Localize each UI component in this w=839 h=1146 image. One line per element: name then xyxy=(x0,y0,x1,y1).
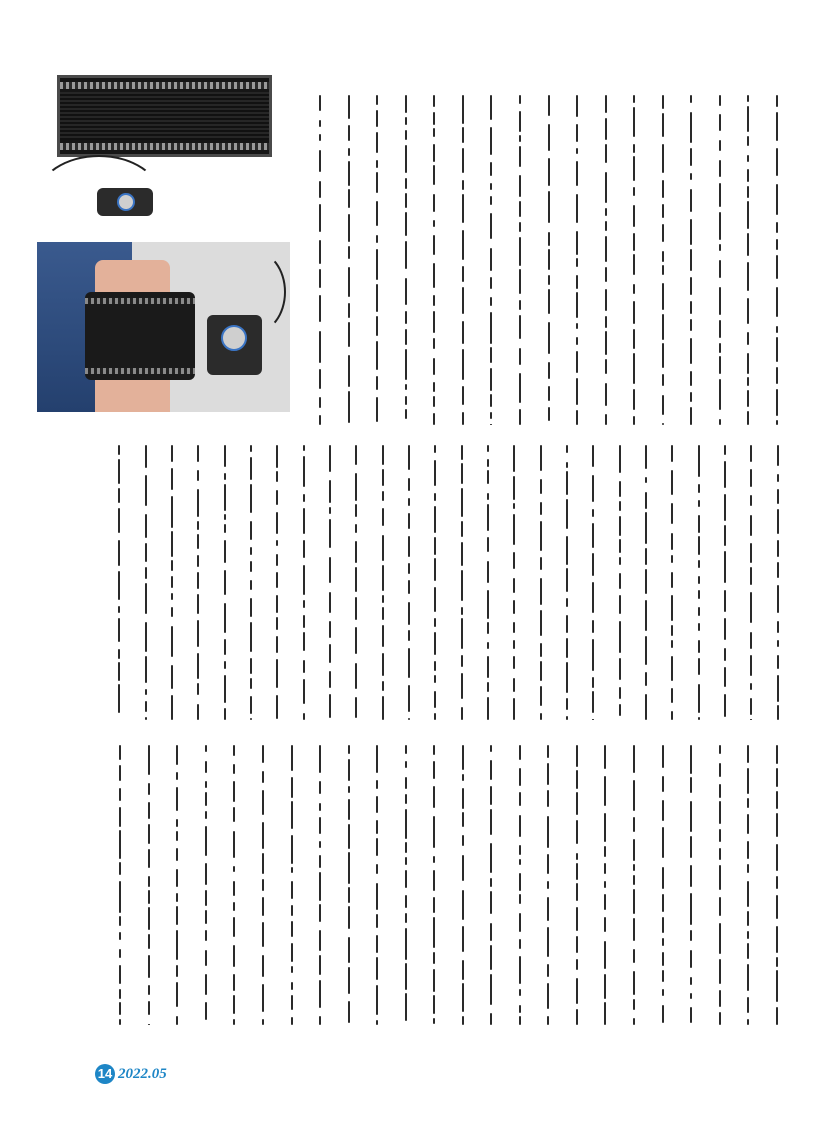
text-line xyxy=(776,745,778,1025)
text-line xyxy=(776,95,778,425)
text-line xyxy=(490,95,492,425)
text-block-middle xyxy=(105,445,790,720)
temperature-controller-icon xyxy=(97,188,153,216)
text-line xyxy=(490,745,492,1025)
text-line xyxy=(348,745,350,1025)
text-line xyxy=(540,445,542,720)
text-line xyxy=(671,445,673,720)
text-line xyxy=(662,745,664,1025)
text-line xyxy=(576,745,578,1025)
text-line xyxy=(513,445,515,720)
text-line xyxy=(355,445,357,720)
text-line xyxy=(719,95,721,425)
text-line xyxy=(176,745,178,1025)
text-line xyxy=(433,95,435,425)
text-line xyxy=(119,745,121,1025)
text-line xyxy=(382,445,384,720)
text-line xyxy=(566,445,568,720)
controller-cable-icon xyxy=(222,250,286,334)
text-line xyxy=(408,445,410,720)
text-line xyxy=(750,445,752,720)
text-line xyxy=(719,745,721,1025)
product-photo xyxy=(37,60,290,412)
text-line xyxy=(329,445,331,720)
text-line xyxy=(197,445,199,720)
text-line xyxy=(592,445,594,720)
text-line xyxy=(633,745,635,1025)
text-line xyxy=(291,745,293,1025)
text-line xyxy=(487,445,489,720)
text-block-top-right xyxy=(305,95,790,425)
text-line xyxy=(548,95,550,425)
heating-belt-image xyxy=(57,75,272,157)
text-line xyxy=(698,445,700,720)
text-line xyxy=(148,745,150,1025)
page-number: 14 xyxy=(95,1064,115,1084)
text-line xyxy=(224,445,226,720)
text-line xyxy=(405,95,407,425)
text-line xyxy=(376,95,378,425)
issue-date: 2022.05 xyxy=(118,1066,167,1082)
text-line xyxy=(433,745,435,1025)
text-line xyxy=(519,745,521,1025)
text-line xyxy=(690,95,692,425)
text-line xyxy=(171,445,173,720)
text-line xyxy=(319,95,321,425)
page-footer xyxy=(95,1064,167,1084)
text-line xyxy=(645,445,647,720)
text-line xyxy=(747,95,749,425)
text-line xyxy=(250,445,252,720)
text-line xyxy=(576,95,578,425)
text-line xyxy=(262,745,264,1025)
text-line xyxy=(462,745,464,1025)
text-line xyxy=(547,745,549,1025)
text-line xyxy=(303,445,305,720)
text-line xyxy=(662,95,664,425)
text-line xyxy=(348,95,350,425)
text-line xyxy=(405,745,407,1025)
text-line xyxy=(319,745,321,1025)
text-line xyxy=(462,95,464,425)
text-line xyxy=(633,95,635,425)
text-line xyxy=(118,445,120,720)
text-line xyxy=(747,745,749,1025)
text-line xyxy=(724,445,726,720)
text-line xyxy=(605,95,607,425)
text-line xyxy=(690,745,692,1025)
text-line xyxy=(519,95,521,425)
text-line xyxy=(619,445,621,720)
text-line xyxy=(434,445,436,720)
text-line xyxy=(376,745,378,1025)
text-line xyxy=(233,745,235,1025)
arm-wrap-image xyxy=(85,292,195,380)
text-line xyxy=(604,745,606,1025)
text-line xyxy=(777,445,779,720)
text-line xyxy=(205,745,207,1025)
text-line xyxy=(145,445,147,720)
text-block-bottom xyxy=(105,745,790,1025)
text-line xyxy=(461,445,463,720)
text-line xyxy=(276,445,278,720)
